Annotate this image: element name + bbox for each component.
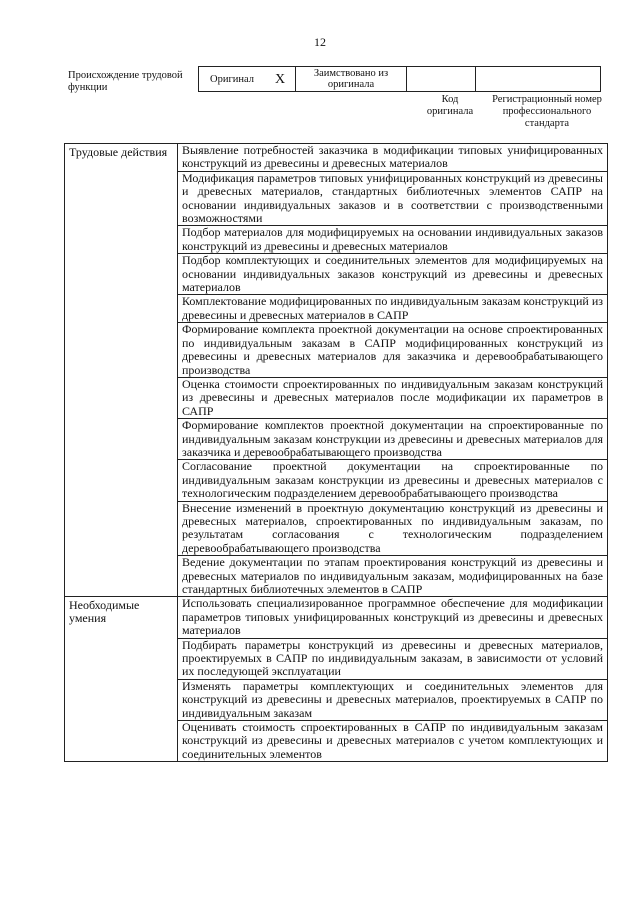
table-cell-item: Формирование комплектов проектной документации на спроектированные по индивидуальным заказам конструкции из древесины и древесных материалов для заказчика и деревообрабатывающего производства xyxy=(178,419,608,460)
table-cell-item: Модификация параметров типовых унифицированных конструкций из древесины и древесных материалов, стандартных библиотечных элементов САПР на основании индивидуальных заказов и в соответствии с производственными возможностями xyxy=(178,171,608,226)
table-row xyxy=(65,597,608,638)
table-cell-item: Выявление потребностей заказчика в модификации типовых унифицированных конструкций из древесины и древесных материалов xyxy=(178,144,608,172)
table-cell-item: Ведение документации по этапам проектирования конструкций из древесины и древесных материалов по индивидуальным заказам, модифицированных на базе стандартных библиотечных элементов в САПР xyxy=(178,556,608,597)
borrowed-cell: Заимствовано из оригинала xyxy=(296,67,407,92)
reg-caption: Регистрационный номер профессионального стандарта xyxy=(492,94,602,129)
table-cell-item: Подбор материалов для модифицируемых на основании индивидуальных заказов конструкций из древесины и древесных материалов xyxy=(178,226,608,254)
original-mark: X xyxy=(265,67,296,92)
table-cell-item: Подбирать параметры конструкций из древесины и древесных материалов, проектируемых в САПР по индивидуальным заказам, в зависимости от условий их последующей эксплуатации xyxy=(178,638,608,679)
code-cell xyxy=(407,67,476,92)
table-cell-item: Формирование комплекта проектной документации на основе спроектированных по индивидуальным заказам в САПР модифицированных конструкций из древесины и древесных материалов для заказчика и деревообрабатывающего производства xyxy=(178,323,608,378)
table-cell-item: Внесение изменений в проектную документацию конструкций из древесины и древесных материалов, спроектированных по индивидуальным заказам, по результатам согласования с технологическим подразделением деревообрабатывающего производства xyxy=(178,501,608,556)
function-table xyxy=(64,143,608,762)
table-cell-item: Оценка стоимости спроектированных по индивидуальным заказам конструкций из древесины и древесных материалов после модификации их параметров в САПР xyxy=(178,377,608,418)
code-caption: Код оригинала xyxy=(426,94,474,117)
table-cell-item: Изменять параметры комплектующих и соединительных элементов для конструкций из древесины и древесных материалов, проектируемых в САПР по индивидуальным заказам xyxy=(178,679,608,720)
reg-number-cell xyxy=(476,67,601,92)
origin-label: Происхождение трудовой функции xyxy=(68,70,183,93)
table-cell-item: Подбор комплектующих и соединительных элементов для модифицируемых на основании индивидуальных заказов конструкций из древесины и древесных материалов xyxy=(178,254,608,295)
section-title: Необходимые умения xyxy=(65,597,178,762)
page-number: 12 xyxy=(314,35,326,49)
origin-table xyxy=(198,66,601,92)
table-row xyxy=(65,144,608,172)
original-cell: Оригинал xyxy=(199,67,266,92)
section-title: Трудовые действия xyxy=(65,144,178,597)
table-cell-item: Согласование проектной документации на спроектированные по индивидуальным заказам конструкции из древесины и древесных материалов с технологическим подразделением деревообрабатывающего производства xyxy=(178,460,608,501)
table-cell-item: Использовать специализированное программное обеспечение для модификации параметров типовых унифицированных конструкций из древесины и древесных материалов xyxy=(178,597,608,638)
table-cell-item: Комплектование модифицированных по индивидуальным заказам конструкций из древесины и древесных материалов в САПР xyxy=(178,295,608,323)
table-cell-item: Оценивать стоимость спроектированных в САПР по индивидуальным заказам конструкций из древесины и древесных материалов с учетом комплектующих и соединительных элементов xyxy=(178,721,608,762)
